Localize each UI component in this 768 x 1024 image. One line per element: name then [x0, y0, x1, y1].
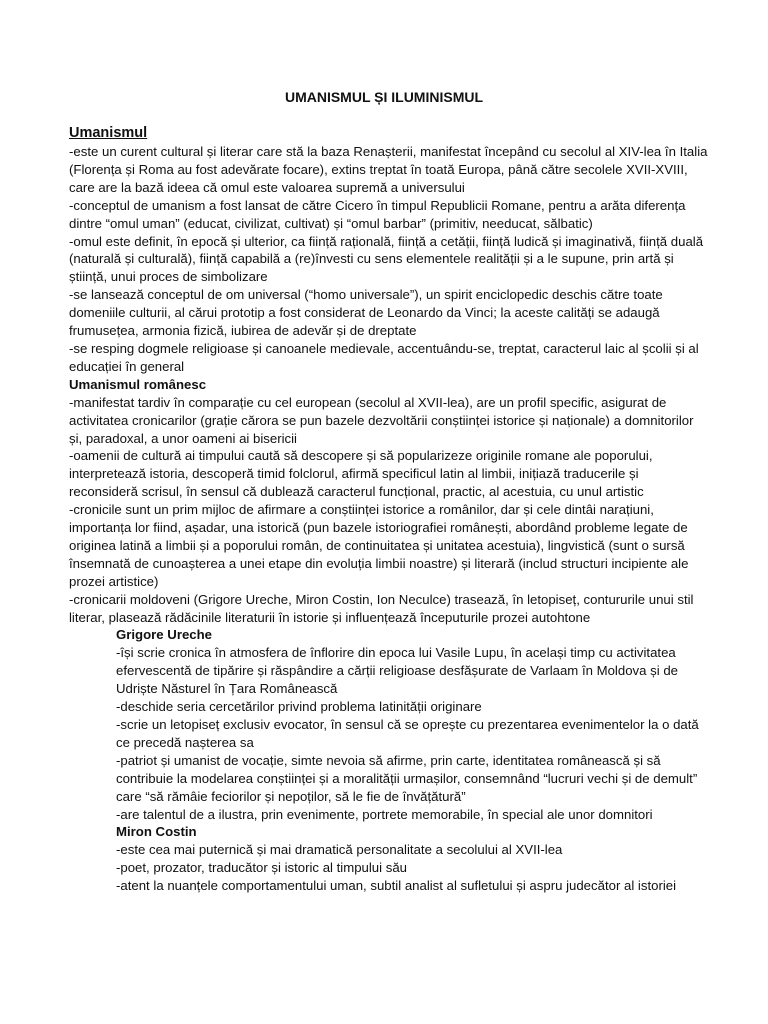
paragraph: -poet, prozator, traducător și istoric al timpului său — [116, 860, 407, 876]
document-body — [69, 124, 709, 895]
paragraph: -este un curent cultural și literar care stă la baza Renașterii, manifestat începând cu secolul al XIV-lea în Italia (Florența și Roma au fost adevărate focare), extins treptat în toată Europa, până către secolele XVII-XVIII, care are la bază ideea că omul este valoarea supremă a universului — [69, 144, 708, 195]
section-grigore-ureche — [116, 626, 709, 823]
paragraph: -își scrie cronica în atmosfera de înflorire din epoca lui Vasile Lupu, în același timp cu activitatea efervescentă de tipărire și răspândire a cărții religioase desfășurate de Varlaam în Moldova și de Udriște Năsturel în Țara Românească — [116, 645, 678, 697]
paragraph: -omul este definit, în epocă și ulterior, ca ființă rațională, ființă a cetății, ființă ludică și imaginativă, ființă duală (naturală și culturală), ființă capabilă a (re)învesti cu sens elementele realității și a le supune, prin artă și știință, unui proces de simbolizare — [69, 233, 704, 285]
paragraph: -atent la nuanțele comportamentului uman, subtil analist al sufletului și aspru judecător al istoriei — [116, 878, 677, 894]
paragraph: -cronicile sunt un prim mijloc de afirmare a conștiinței istorice a românilor, dar și cele dintâi narațiuni, importanța lor fiind, așadar, una istorică (pun bazele istoriografiei românești, abordând probleme legate de originea latină a limbii și a poporului român, de continuitatea și unitatea acestuia), lingvistică (sunt o sursă însemnată de cunoașterea a unei etape din evoluția limbii noastre) și literară (includ structuri incipiente ale prozei artistice) — [69, 502, 689, 589]
paragraph: -conceptul de umanism a fost lansat de către Cicero în timpul Republicii Romane, pentru a arăta diferența dintre “omul uman” (educat, civilizat, cultivat) și “omul barbar” (primitiv, needucat, sălbatic) — [69, 197, 686, 231]
paragraph: -cronicarii moldoveni (Grigore Ureche, Miron Costin, Ion Neculce) trasează, în letopiseț, contururile unui stil literar, plasează rădăcinile literaturii în istorie și influențează începuturile prozei autohtone — [69, 591, 694, 625]
section-umanismul-romanesc — [69, 376, 709, 627]
document-title: UMANISMUL ȘI ILUMINISMUL — [284, 89, 484, 105]
section-heading-umanismul: Umanismul — [69, 125, 148, 141]
section-heading-grigore-ureche: Grigore Ureche — [116, 627, 213, 643]
paragraph: -patriot și umanist de vocație, simte nevoia să afirme, prin carte, identitatea românească și să contribuie la modelarea conștiinței și a moralității urmașilor, consemnând “lucruri vechi și de demult” care “să rămâie feciorilor și nepoților, să le fie de învățătură” — [116, 752, 698, 804]
paragraph: -manifestat tardiv în comparație cu cel european (secolul al XVII-lea), are un profil specific, asigurat de activitatea cronicarilor (grație cărora se pun bazele dezvoltării conștiinței istorice și naționale) a domnitorilor și, paradoxal, a unor oameni ai bisericii — [69, 394, 694, 446]
section-miron-costin — [116, 823, 709, 895]
paragraph: -deschide seria cercetărilor privind problema latinității originare — [116, 699, 482, 715]
paragraph: -se resping dogmele religioase și canoanele medievale, accentuându-se, treptat, caracterul laic al școlii și al educației în general — [69, 340, 699, 374]
section-umanismul — [69, 124, 709, 376]
paragraph: -are talentul de a ilustra, prin evenimente, portrete memorabile, în special ale unor domnitori — [116, 806, 653, 822]
paragraph: -este cea mai puternică și mai dramatică personalitate a secolului al XVII-lea — [116, 842, 563, 858]
section-heading-umanismul-romanesc: Umanismul românesc — [69, 376, 207, 392]
paragraph: -scrie un letopiseț exclusiv evocator, în sensul că se oprește cu prezentarea evenimentelor la o dată ce precedă nașterea sa — [116, 717, 699, 750]
paragraph: -se lansează conceptul de om universal (“homo universale”), un spirit enciclopedic deschis către toate domeniile culturii, al cărui prototip a fost considerat de Leonardo da Vinci; la aceste calități se adaugă frumusețea, armonia fizică, iubirea de adevăr și de dreptate — [69, 287, 663, 339]
paragraph: -oamenii de cultură ai timpului caută să descopere și să popularizeze originile romane ale poporului, interpretează istoria, descoperă timid folclorul, afirmă specificul latin al limbii, inițiază traducerile și reconsideră scrisul, în sensul că dublează caracterul funcțional, practic, al acestuia, cu unul artistic — [69, 448, 653, 500]
section-heading-miron-costin: Miron Costin — [116, 824, 197, 840]
